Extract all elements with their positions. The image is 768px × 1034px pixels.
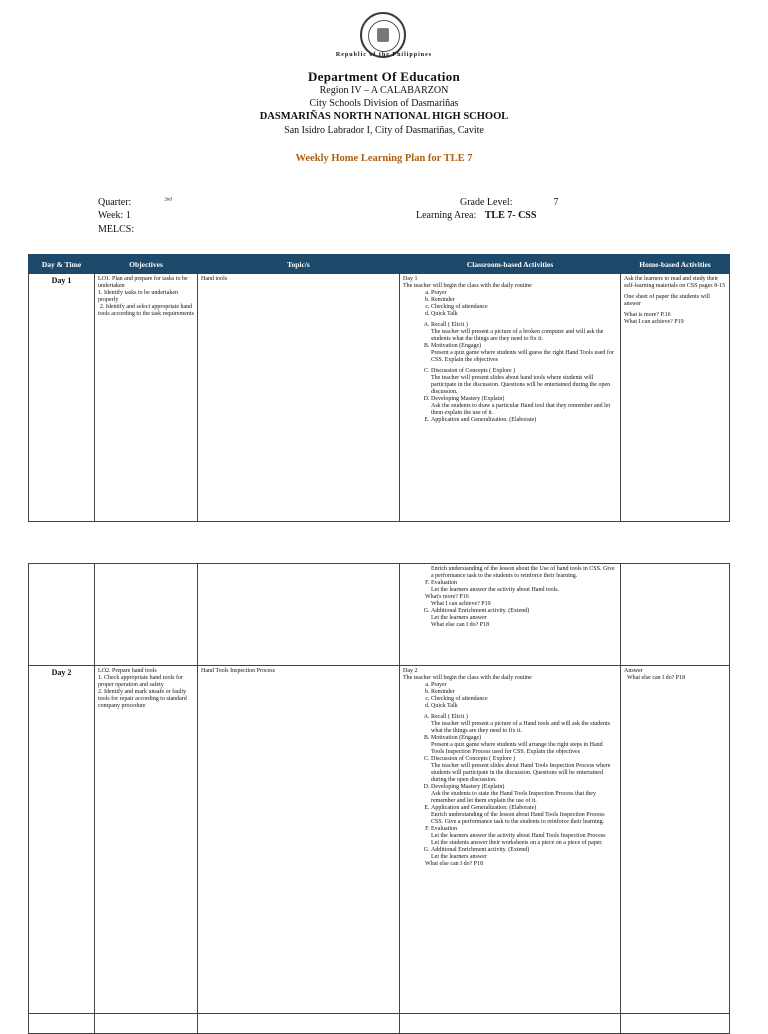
grade-level-field: Grade Level: 7: [460, 197, 559, 208]
header-objectives: Objectives: [95, 255, 198, 274]
learning-area-field: Learning Area: TLE 7- CSS: [416, 210, 537, 221]
table-row-day1: [29, 274, 730, 522]
objectives-cell: LO1. Plan and prepare for tasks to be undertaken 1. Identify tasks to be undertaken properly 2. Identify and select appropriate hand tools according to the task requirements: [95, 274, 198, 522]
learning-plan-table-page1: [28, 254, 730, 522]
school-address: San Isidro Labrador I, City of Dasmariñas, Cavite: [284, 125, 484, 136]
header-day-time: Day & Time: [29, 255, 95, 274]
topic-cell: Hand tools: [198, 274, 400, 522]
home-activities-cell: Ask the learners to read and study their self-learning materials on CSS pages 8-15 One sheet of paper the students will answer What is more? P.16 What I can achieve? P19: [621, 274, 730, 522]
table-row-continued: [29, 564, 730, 666]
topic-cell: Hand Tools Inspection Process: [198, 666, 400, 1014]
classroom-activities-cell: Day 1 The teacher will begin the class with the daily routine a. Prayer b. Reminder c. Checking of attendance d. Quick Talk A. Recall ( Elicit ) The teacher will present a picture of a broken computer and will ask the students what the things are they need to fix it. B. Motivation (Engage) Present a quiz game where students will guess the right Hand Tools used for CSS. Explain the objectives C. Discussion of Concepts ( Explore ) The teacher will present slides about hand tools where students will participate in the discussion. Questions will be entertained during the open discussion. D. Developing Mastery (Explain) Ask the students to draw a particular Hand tool that they remember and let them explain the use of it. E. Application and Generalization. (Elaborate): [400, 274, 621, 522]
day-cell: Day 2: [29, 666, 95, 1014]
classroom-activities-cell: Enrich understanding of the lesson about the Use of hand tools in CSS. Give a performance task to the students to reinforce their learning. F. Evaluation Let the learners answer the activity about Hand tools. What's more? P16 What I can achieve? P19 G. Additional Enrichment activity. (Extend) Let the learners answer What else can I do? P18: [400, 564, 621, 666]
header-topics: Topic/s: [198, 255, 400, 274]
republic-text: Republic of the Philippines: [335, 52, 433, 58]
header-classroom-activities: Classroom-based Activities: [400, 255, 621, 274]
department-title: Department Of Education: [307, 69, 461, 84]
table-header-row: [29, 255, 730, 274]
melcs-field: MELCS:: [98, 224, 135, 235]
quarter-field: Quarter: $^{2nd}$: [98, 197, 172, 208]
school-name: DASMARIÑAS NORTH NATIONAL HIGH SCHOOL: [259, 111, 509, 122]
learning-plan-table-page2: [28, 563, 730, 1034]
table-row-day2: [29, 666, 730, 1014]
plan-title: Weekly Home Learning Plan for TLE 7: [295, 153, 473, 164]
header-home-activities: Home-based Activities: [621, 255, 730, 274]
day-cell: Day 1: [29, 274, 95, 522]
objectives-cell: LO2. Prepare hand tools 1. Check appropriate hand tools for proper operation and safety 2. Identify and mark unsafe or faulty tools for repair according to standard company procedure: [95, 666, 198, 1014]
classroom-activities-cell: Day 2 The teacher will begin the class with the daily routine a. Prayer b. Reminder c. Checking of attendance d. Quick Talk A. Recall ( Elicit ) The teacher will present a picture of a Hand tools and will ask the students what the things are they need to fix it. B. Motivation (Engage) Present a quiz game where students will arrange the right steps in Hand Tools Inspection Process used for CSS. Explain the objectives C. Discussion of Concepts ( Explore ) The teacher will present slides about Hand Tools Inspection Process where students will participate in the discussion. Questions will be entertained during the open discussion. D. Developing Mastery (Explain) Ask the students to state the Hand Tools Inspection Process that they remember and let them explain the use of it. E. Application and Generalization. (Elaborate) Enrich understanding of the lesson about Hand Tools Inspection Process CSS. Give a performance task to the students to reinforce their learning. F. Evaluation Let the learners answer the activity about Hand Tools Inspection Process Let the students answer their worksheets on a piece on a piece of paper. G. Additional Enrichment activity. (Extend) Let the learners answer What else can I do? P18: [400, 666, 621, 1014]
week-field: Week: 1: [98, 210, 131, 221]
region-text: Region IV – A CALABARZON: [319, 85, 449, 96]
home-activities-cell: Answer What else can I do? P18: [621, 666, 730, 1014]
division-text: City Schools Division of Dasmariñas: [309, 98, 459, 109]
